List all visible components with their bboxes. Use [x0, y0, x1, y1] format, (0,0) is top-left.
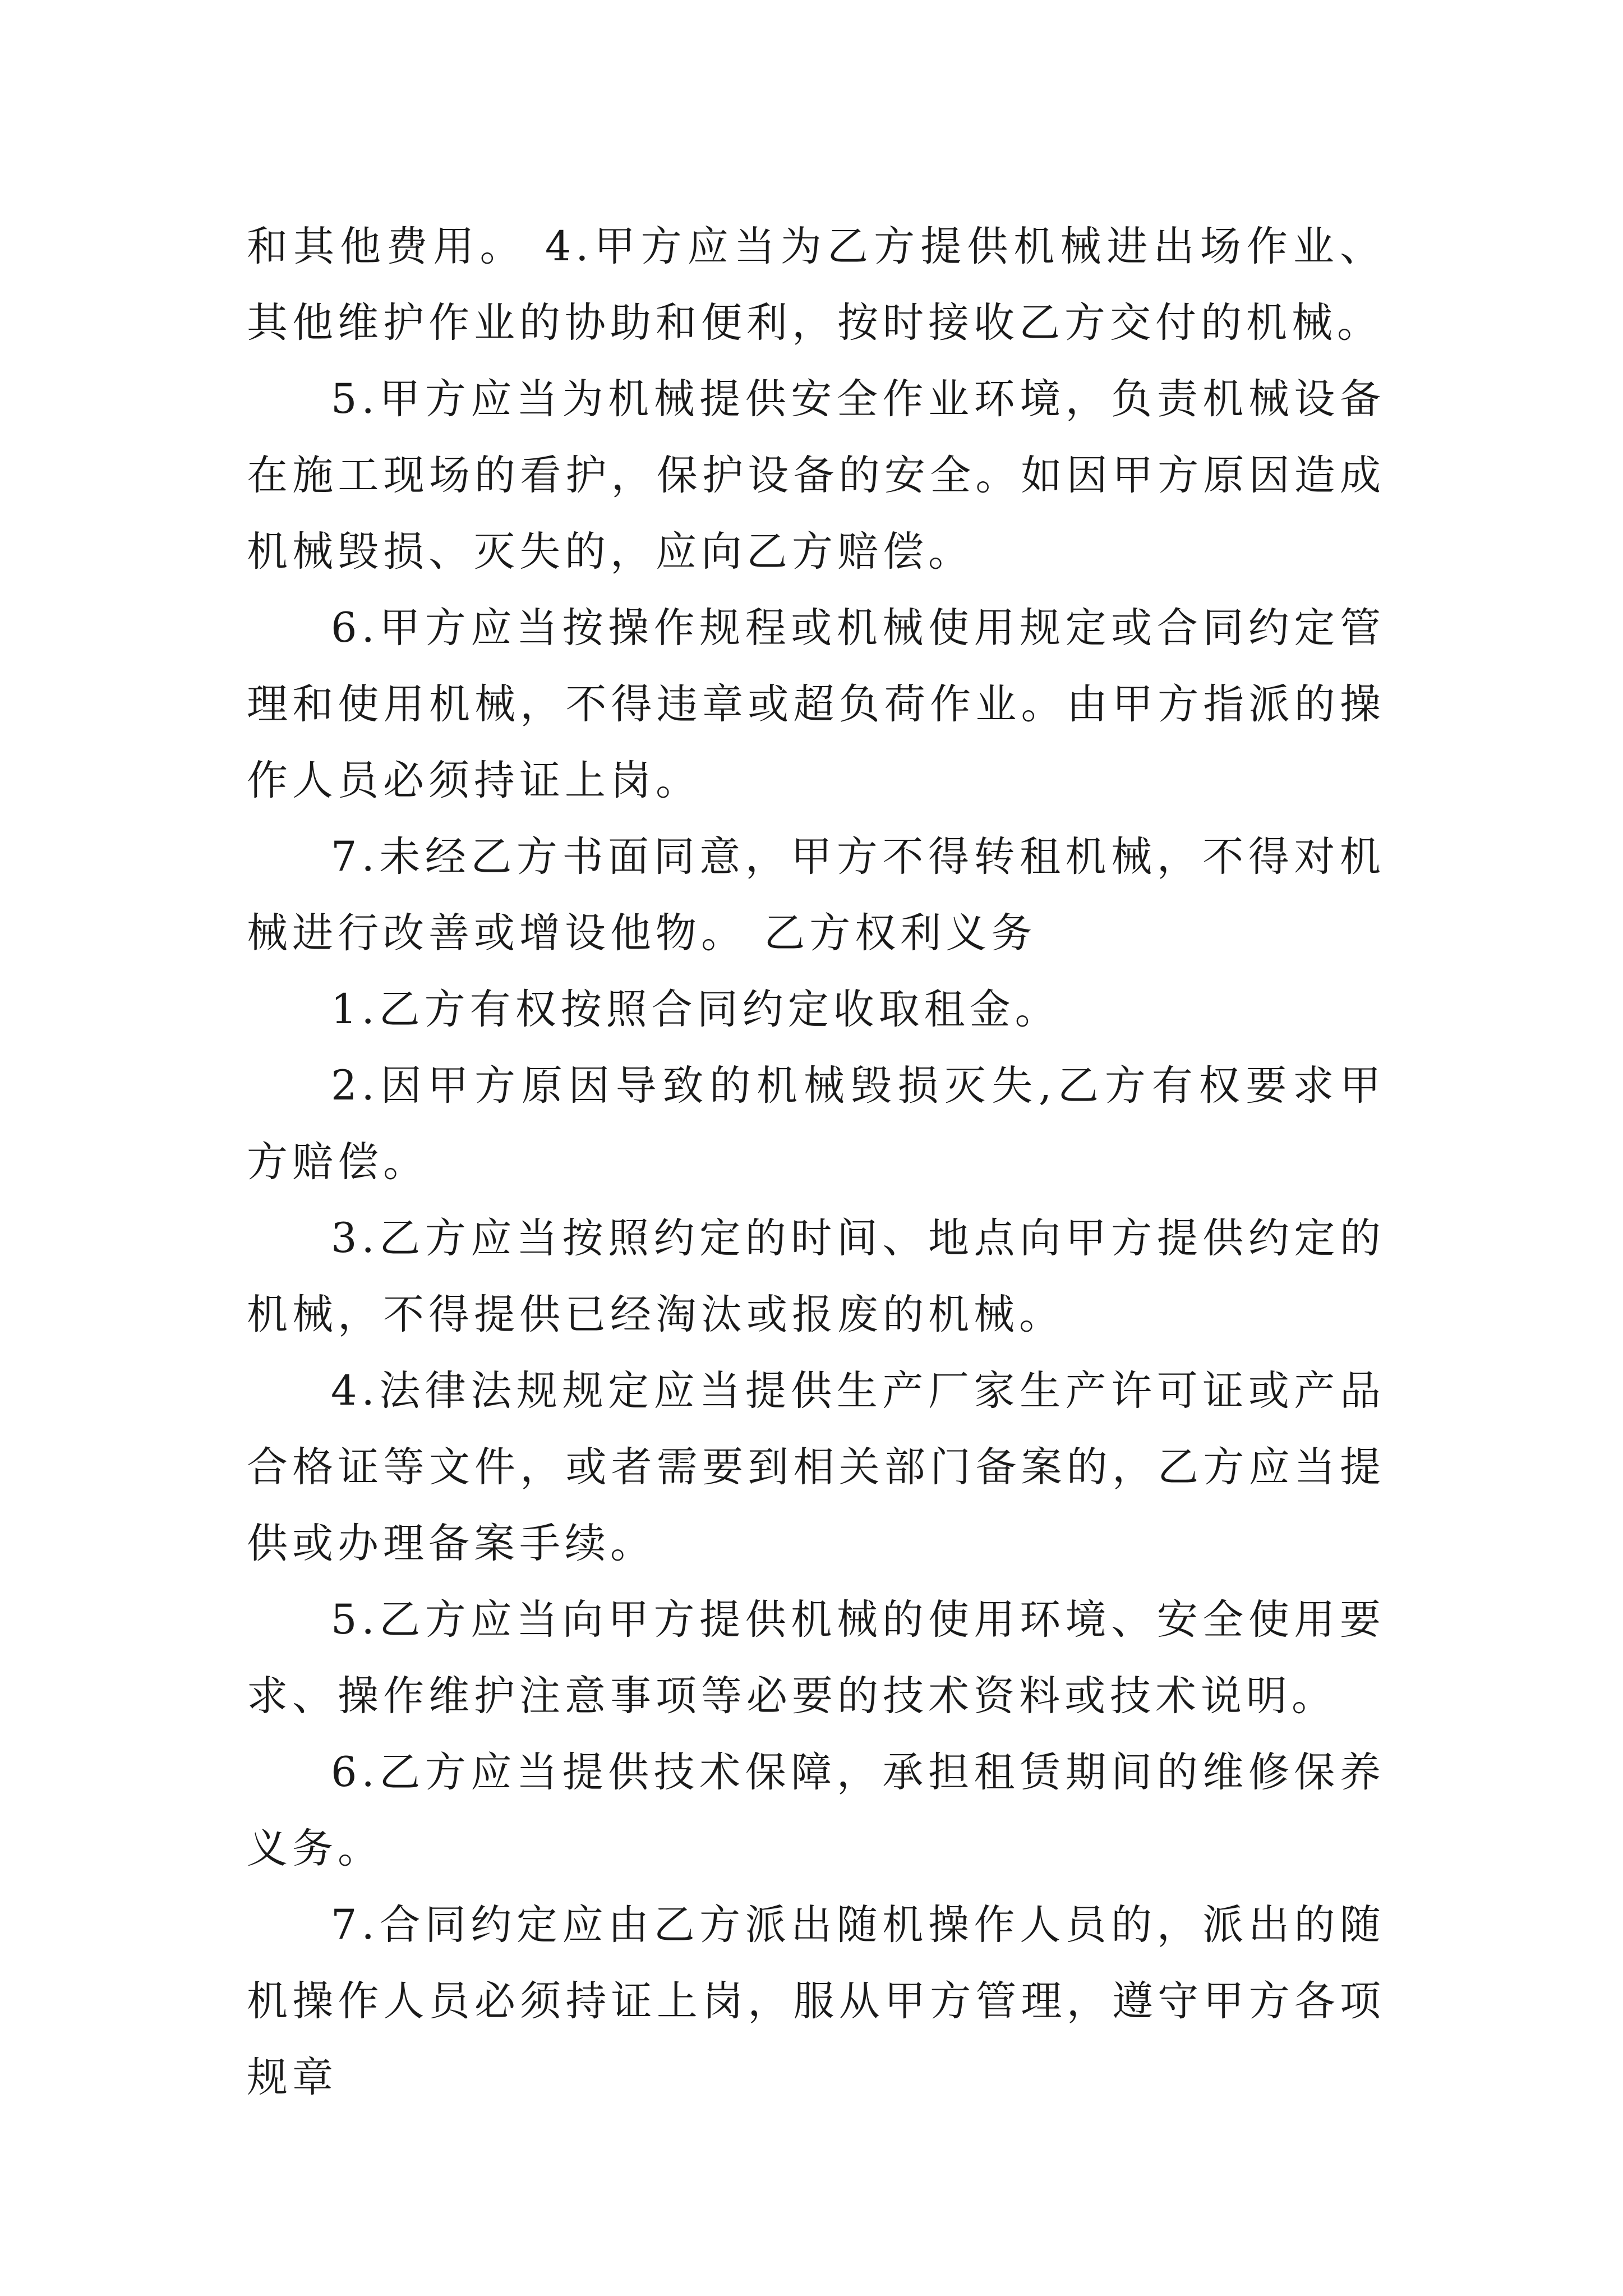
paragraph-party-a-item-6: 6.甲方应当按操作规程或机械使用规定或合同约定管理和使用机械，不得违章或超负荷作业。由甲方指派的操作人员必须持证上岗。	[247, 604, 1385, 804]
paragraph-party-b-item-1: 1.乙方有权按照合同约定收取租金。	[331, 986, 1061, 1033]
document-body	[247, 209, 1385, 2116]
paragraph-party-b-item-3: 3.乙方应当按照约定的时间、地点向甲方提供约定的机械，不得提供已经淘汰或报废的机械。	[247, 1214, 1385, 1338]
paragraph-fees-and-assistance: 和其他费用。 4.甲方应当为乙方提供机械进出场作业、其他维护作业的协助和便利，按时接收乙方交付的机械。	[247, 223, 1385, 347]
paragraph-party-b-item-4: 4.法律法规规定应当提供生产厂家生产许可证或产品合格证等文件，或者需要到相关部门备案的，乙方应当提供或办理备案手续。	[247, 1367, 1385, 1567]
paragraph-party-b-item-5: 5.乙方应当向甲方提供机械的使用环境、安全使用要求、操作维护注意事项等必要的技术资料或技术说明。	[247, 1596, 1385, 1720]
paragraph-party-b-item-6: 6.乙方应当提供技术保障，承担租赁期间的维修保养义务。	[247, 1749, 1385, 1872]
paragraph-party-a-item-5: 5.甲方应当为机械提供安全作业环境，负责机械设备在施工现场的看护，保护设备的安全。如因甲方原因造成机械毁损、灭失的，应向乙方赔偿。	[247, 375, 1385, 576]
paragraph-party-a-item-7: 7.未经乙方书面同意，甲方不得转租机械，不得对机械进行改善或增设他物。 乙方权利义务	[247, 833, 1385, 957]
paragraph-party-b-item-7: 7.合同约定应由乙方派出随机操作人员的，派出的随机操作人员必须持证上岗，服从甲方管理，遵守甲方各项规章	[247, 1901, 1385, 2101]
paragraph-party-b-item-2: 2.因甲方原因导致的机械毁损灭失,乙方有权要求甲方赔偿。	[247, 1062, 1385, 1186]
